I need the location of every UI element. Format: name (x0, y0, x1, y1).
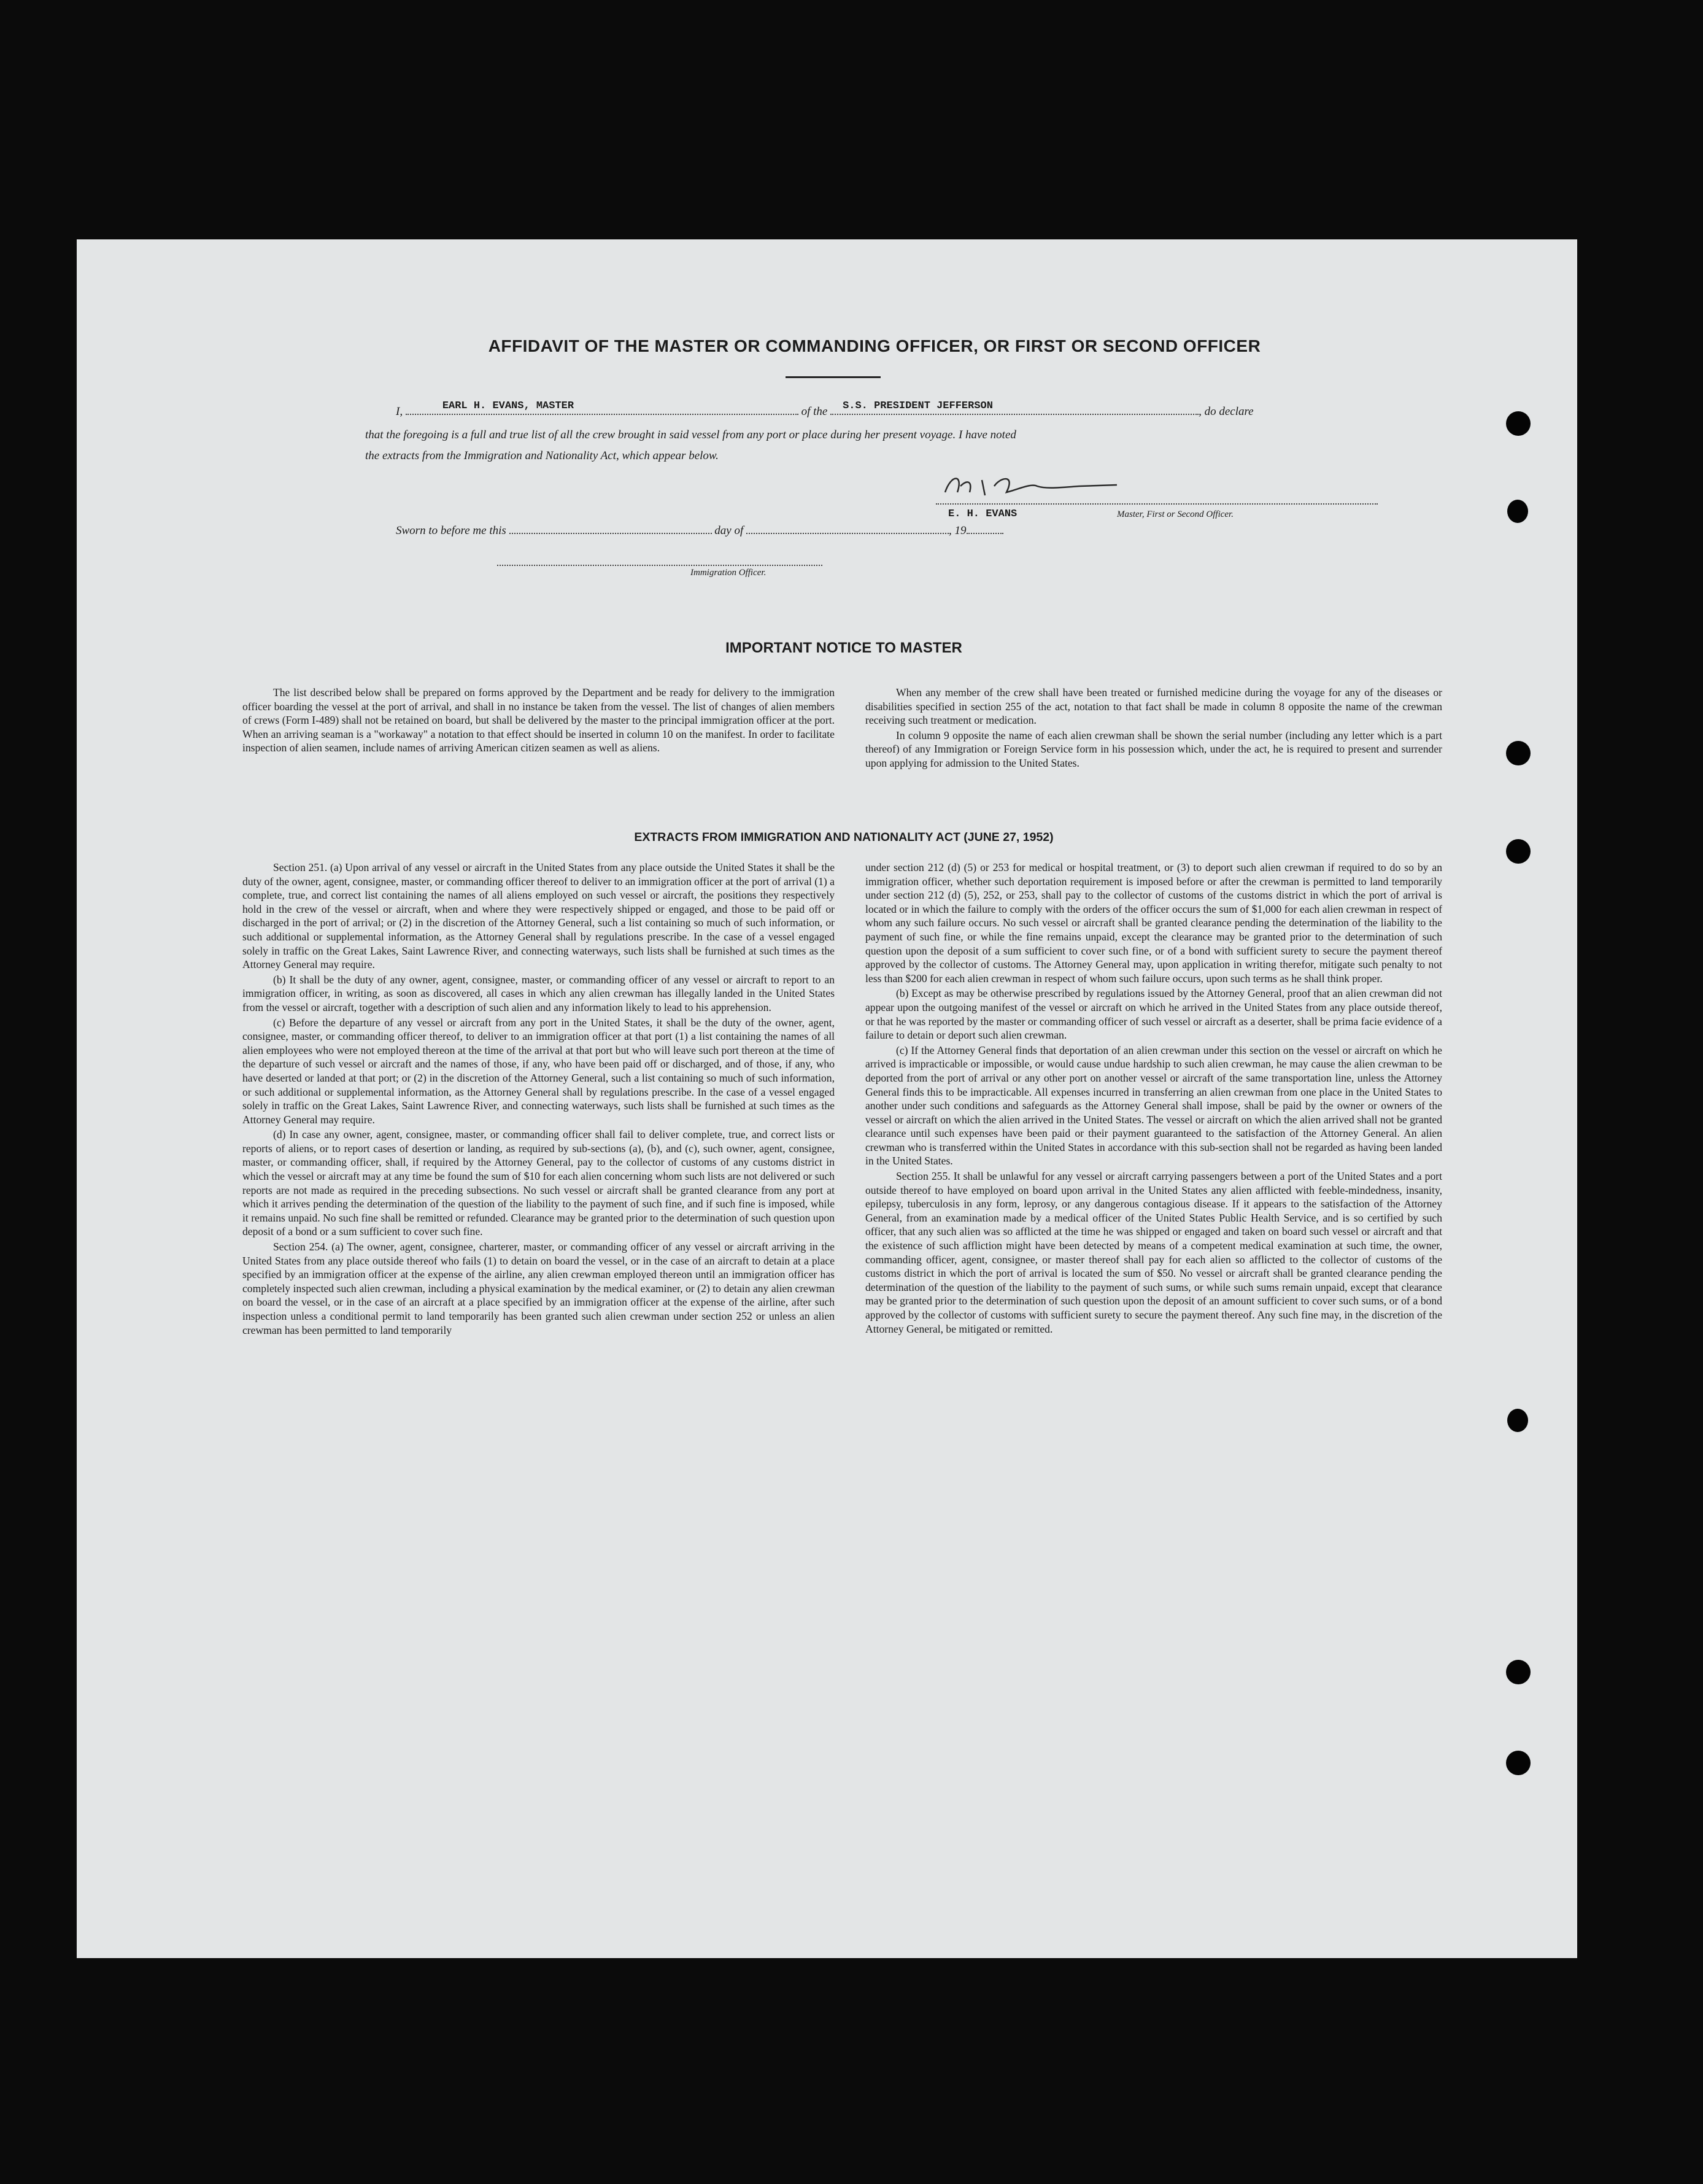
notice-right-paragraph-2: In column 9 opposite the name of each alien crewman shall be shown the serial number (including any letter which is a part thereof) of any Immigration or Foreign Service form in his possession which, under the act, he is required to present and surrender upon applying for admission to the United States. (865, 729, 1442, 769)
year-prefix: , 19 (949, 524, 967, 537)
section-254-b: (b) Except as may be otherwise prescribed by regulations issued by the Attorney General, proof that an alien crewman did not appear upon the outgoing manifest of the vessel or aircraft on which he arrived in the United States from any place outside thereof, or that he was reported by the master or commanding officer of such vessel or aircraft as a deserter, shall be prima facie evidence of a failure to detain or deport such alien crewman. (865, 987, 1442, 1042)
sworn-label: Sworn to before me this (396, 524, 506, 537)
section-254-c: (c) If the Attorney General finds that deportation of an alien crewman under this section on the vessel or aircraft on which he arrived is impracticable or impossible, or would cause undue hardship to such alien crewman, he may cause the alien crewman to be deported from the port of arrival or any other port on another vessel or aircraft of the same transportation line, unless the Attorney General finds this to be impracticable. All expenses incurred in transferring an alien crewman from one place in the United States to another under such conditions and safeguards as the Attorney General shall impose, shall be paid by the owner or owners of the vessel or aircraft on which the alien arrived in the United States. The vessel or aircraft on which the alien arrived shall not be granted clearance until such expenses have been paid or their payment guaranteed to the satisfaction of the Attorney General. An alien crewman who is transferred within the United States in accordance with this sub-section shall not be regarded as having been landed in the United States. (865, 1044, 1442, 1168)
section-254-a: Section 254. (a) The owner, agent, consignee, charterer, master, or commanding officer of any vessel or aircraft arriving in the United States from any place outside thereof who fails (1) to detain on board the vessel, or in the case of an aircraft to detain at a place specified by an immigration officer at the expense of the airline, any alien crewman employed thereon until an immigration officer has completely inspected such alien crewman, including a physical examination by the medical examiner, or (2) to detain any alien crewman on board the vessel, or in the case of an aircraft at a place specified by an immigration officer at the expense of the airline, after such inspection unless a conditional permit to land temporarily has been granted such alien crewman under section 252 or unless an alien crewman has been permitted to land temporarily (242, 1241, 835, 1336)
extracts-title: EXTRACTS FROM IMMIGRATION AND NATIONALITY ACT (JUNE 27, 1952) (634, 831, 1054, 844)
master-officer-label: Master, First or Second Officer. (1117, 509, 1234, 519)
section-251-a: Section 251. (a) Upon arrival of any vessel or aircraft in the United States from any place outside the United States it shall be the duty of the owner, agent, consignee, master, or commanding officer thereof to deliver to an immigration officer at the port of arrival (1) a complete, true, and correct list containing the names of all aliens employed on such vessel or aircraft, the positions they respectively hold in the crew of the vessel or aircraft, when and where they were respectively shipped or engaged, and those to be paid off or discharged in the port of arrival; or (2) in the discretion of the Attorney General, such a list containing so much of such information, or such additional or supplemental information, as the Attorney General shall by regulations prescribe. In the case of a vessel engaged solely in traffic on the Great Lakes, Saint Lawrence River, and connecting waterways, such lists shall be furnished at such times as the Attorney General may require. (242, 861, 835, 971)
sworn-line (396, 523, 1003, 538)
typed-signer: E. H. EVANS (948, 508, 1018, 520)
affidavit-title: AFFIDAVIT OF THE MASTER OR COMMANDING OFFICER, OR FIRST OR SECOND OFFICER (488, 336, 1261, 355)
notice-left-column (242, 686, 835, 756)
section-255: Section 255. It shall be unlawful for any vessel or aircraft carrying passengers between a port of the United States and a port outside thereof to have employed on board upon arrival in the United States any alien afflicted with feeble-mindedness, insanity, epilepsy, tuberculosis in any form, leprosy, or any dangerous contagious disease. If it appears to the satisfaction of the Attorney General, from an examination made by a medical officer of the United States Public Health Service, and is so certified by such officer, that any such alien was so afflicted at the time he was shipped or engaged and taken on board such vessel or aircraft and that the existence of such affliction might have been detected by means of a competent medical examination at such time, the owner, commanding officer, agent, consignee, or master thereof shall pay for each alien so afflicted to the collector of customs of the customs district in which the port of arrival is located the sum of $50. No vessel or aircraft shall be granted clearance pending the determination of the question of the liability to the payment of such sums, or while such sums remain unpaid, except that clearance may be granted prior to the determination of such question upon the deposit of an amount sufficient to cover such sums, or of a bond approved by the collector of customs with sufficient surety to secure the payment thereof. Any such fine may, in the discretion of the Attorney General, be mitigated or remitted. (865, 1170, 1442, 1335)
binder-hole (1506, 1751, 1531, 1775)
notice-left-paragraph: The list described below shall be prepared on forms approved by the Department and be ready for delivery to the immigration officer boarding the vessel at the port of arrival, and shall in no instance be taken from the vessel. The list of changes of alien members of crews (Form I-489) shall not be retained on board, but shall be delivered by the master to the principal immigration officer at the port. When an arriving seaman is a "workaway" a notation to that effect should be inserted in column 10 on the manifest. In order to facilitate inspection of alien seamen, include names of arriving American citizen seamen as well as aliens. (242, 686, 835, 754)
of-the-label: of the (801, 405, 828, 418)
vessel-name: S.S. PRESIDENT JEFFERSON (843, 400, 993, 412)
notice-right-column (865, 686, 1442, 772)
master-name: EARL H. EVANS, MASTER (442, 400, 574, 412)
binder-hole (1506, 839, 1531, 864)
extracts-right-column (865, 861, 1442, 1337)
affidavit-document (77, 239, 1577, 1958)
immigration-officer-label: Immigration Officer. (690, 568, 767, 578)
notice-title: IMPORTANT NOTICE TO MASTER (725, 640, 962, 656)
binder-hole (1507, 500, 1528, 523)
declaration-line-3: the extracts from the Immigration and Nationality Act, which appear below. (365, 449, 719, 462)
binder-hole (1507, 1409, 1528, 1432)
extracts-left-column (242, 861, 835, 1338)
day-of-label: day of (714, 524, 744, 537)
handwritten-signature (939, 468, 1123, 505)
notice-right-paragraph-1: When any member of the crew shall have been treated or furnished medicine during the voyage for any of the diseases or disabilities specified in section 255 of the act, notation to that fact shall be made in column 8 opposite the name of the crewman receiving such treatment or medication. (865, 686, 1442, 727)
binder-hole (1506, 741, 1531, 765)
signature-line (936, 503, 1378, 505)
i-prefix: I, (396, 405, 403, 418)
binder-hole (1506, 1660, 1531, 1684)
binder-hole (1506, 411, 1531, 436)
section-254-a-continued: under section 212 (d) (5) or 253 for medical or hospital treatment, or (3) to deport such alien crewman if required to do so by an immigration officer, whether such deportation requirement is imposed before or after the crewman is permitted to land temporarily under section 212 (d) (5), 252, or 253, shall pay to the collector of customs of the customs district in which the port of arrival is located or in which the failure to comply with the orders of the officer occurs the sum of $1,000 for each alien crewman in respect of whom any such failure occurs. No such vessel or aircraft shall be granted clearance pending the determination of the liability to the payment of such fine, or while the fine remains unpaid, except the clearance may be granted prior to the determination of such question upon the deposit of a sum sufficient to cover such fine, or of a bond with sufficient surety to secure the payment thereof approved by the collector of customs. The Attorney General may, upon application in writing therefor, mitigate such penalty to not less than $200 for each alien crewman in respect of whom such failure occurs, upon such terms as he shall think proper. (865, 861, 1442, 985)
officer-line (497, 565, 822, 566)
title-underline (786, 376, 881, 378)
section-251-d: (d) In case any owner, agent, consignee, master, or commanding officer shall fail to deliver complete, true, and correct lists or reports of aliens, or to report cases of desertion or landing, as required by sub-sections (a), (b), and (c), such owner, agent, consignee, master, or commanding officer, shall, if required by the Attorney General, pay to the collector of customs of any customs district in which the vessel or aircraft may at any time be found the sum of $10 for each alien concerning whom such lists are not delivered or such reports are not made as required in the preceding subsections. No such vessel or aircraft shall be granted clearance from any port at which it arrives pending the determination of the question of the liability to the payment of such fine, and if such fine is imposed, while it remains unpaid. No such fine shall be remitted or refunded. Clearance may be granted prior to the determination of such question upon deposit of a bond or a sum sufficient to cover such fine. (242, 1128, 835, 1238)
declaration-line-2: that the foregoing is a full and true list of all the crew brought in said vessel from any port or place during her present voyage. I have noted (365, 428, 1016, 441)
section-251-c: (c) Before the departure of any vessel or aircraft from any port in the United States, it shall be the duty of the owner, agent, consignee, master, or commanding officer thereof, to deliver to an immigration officer at that port (1) a list containing the names of all alien employees who were not employed thereon at the time of the arrival at that port but who will leave such port thereon at the time of the departure of such vessel or aircraft and the names of those, if any, who have been paid off or discharged, and of those, if any, who have deserted or landed at that port; or (2) in the discretion of the Attorney General, such a list containing so much of such information, or such additional or supplemental information, as the Attorney General shall by regulations prescribe. In the case of a vessel engaged solely in traffic on the Great Lakes, Saint Lawrence River, and connecting waterways, such lists shall be furnished at such times as the Attorney General may require. (242, 1016, 835, 1126)
declaration-line-1 (396, 400, 1254, 419)
section-251-b: (b) It shall be the duty of any owner, agent, consignee, master, or commanding officer of any vessel or aircraft to report to an immigration officer, in writing, as soon as discovered, all cases in which any alien crewman has illegally landed in the United States from the vessel or aircraft, together with a description of such alien and any information likely to lead to his apprehension. (242, 973, 835, 1013)
do-declare-label: , do declare (1199, 405, 1254, 418)
